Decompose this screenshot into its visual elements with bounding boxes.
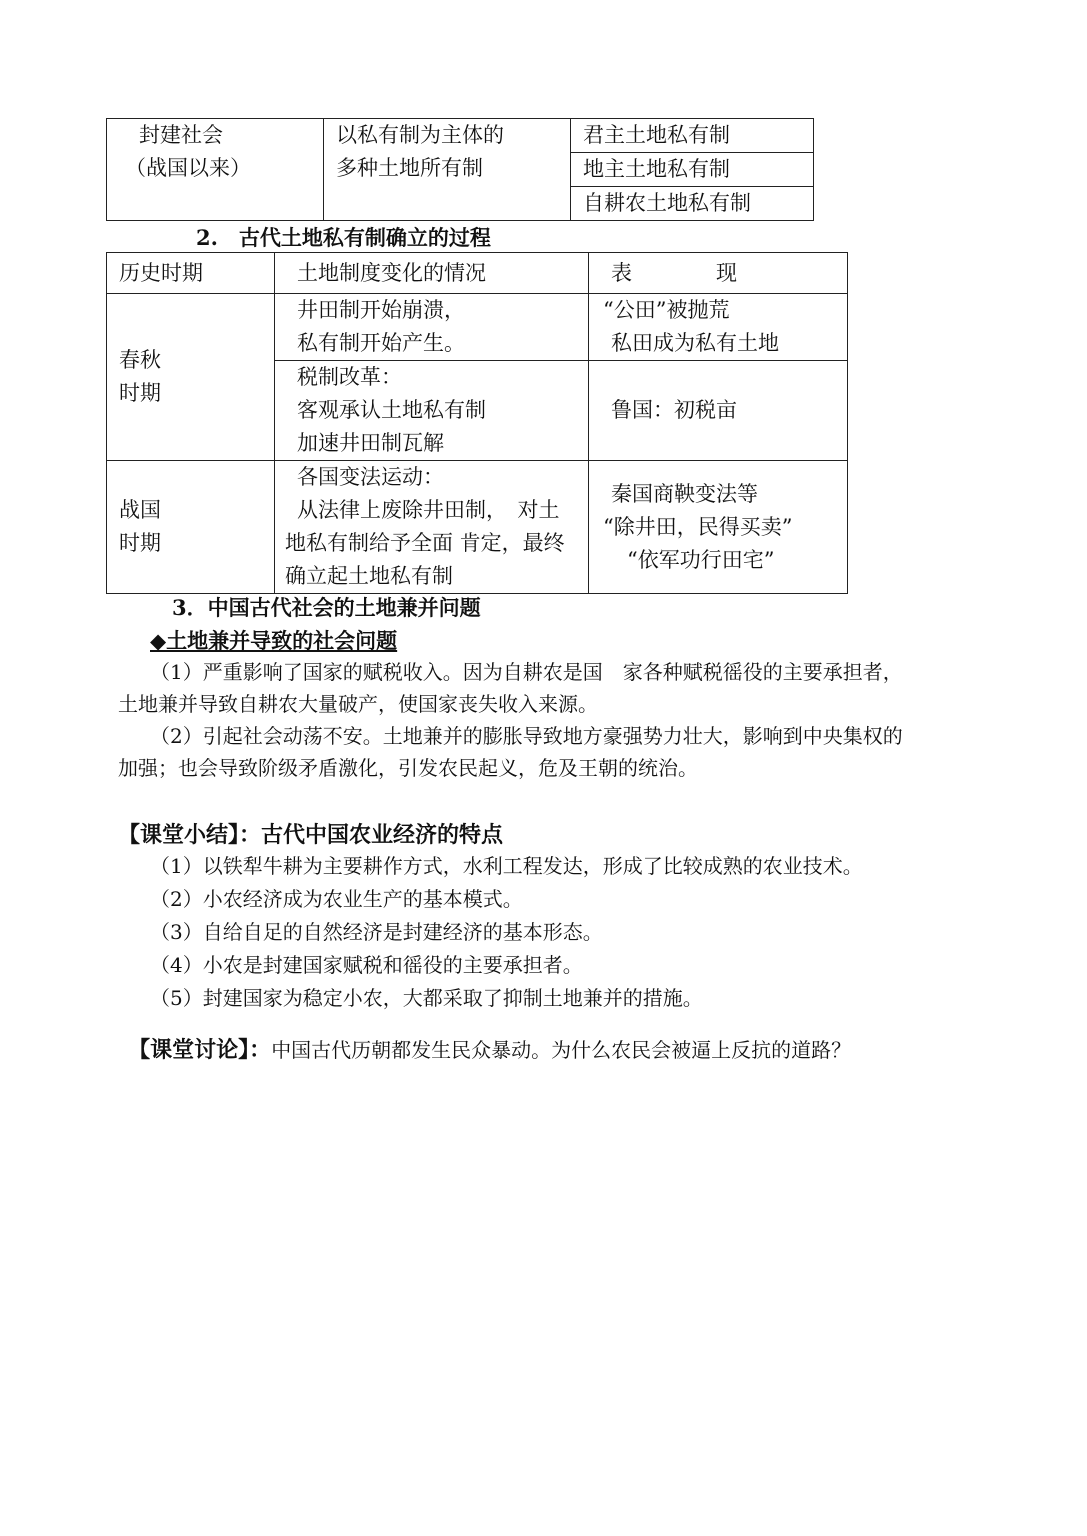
- summary-item-1: （1）以铁犁牛耕为主要耕作方式，水利工程发达，形成了比较成熟的农业技术。: [150, 854, 863, 878]
- summary-title: 【课堂小结】：古代中国农业经济的特点: [118, 822, 504, 848]
- ownership-table: [106, 118, 814, 221]
- system-line-2: 多种土地所有制: [336, 156, 483, 180]
- era-line-2: （战国以来）: [125, 156, 251, 180]
- spring-change-2-line-1: 税制改革：: [297, 365, 402, 389]
- type-cell-2: [571, 153, 814, 187]
- process-table: [106, 252, 848, 594]
- type-cell-3: [571, 187, 814, 221]
- type-cell-1: [571, 119, 814, 153]
- warring-change-line-4: 确立起土地私有制: [285, 564, 453, 588]
- spring-period-cell: [107, 294, 275, 461]
- header-period: [107, 253, 275, 294]
- warring-show: [589, 461, 848, 594]
- era-cell: [107, 119, 324, 221]
- warring-show-line-2: “除井田，民得买卖”: [603, 514, 793, 539]
- header-change: [275, 253, 589, 294]
- discussion: [118, 1014, 851, 1066]
- discussion-label: 【课堂讨论】：: [128, 1037, 272, 1063]
- spring-show-1-line-2: 私田成为私有土地: [611, 331, 779, 355]
- summary-item-3: （3）自给自足的自然经济是封建经济的基本形态。: [150, 920, 603, 944]
- subheading: ◆土地兼并导致的社会问题: [150, 628, 398, 653]
- warring-change-line-2: 从法律上废除井田制， 对土: [297, 498, 560, 522]
- section-3-title: 3．中国古代社会的土地兼并问题: [172, 595, 481, 620]
- para-1-line-2: 土地兼并导致自耕农大量破产，使国家丧失收入来源。: [118, 692, 598, 716]
- header-period-label: 历史时期: [119, 260, 203, 285]
- warring-change-line-3: 地私有制给予全面 肯定，最终: [285, 531, 565, 555]
- system-line-1: 以私有制为主体的: [336, 123, 504, 147]
- warring-change-line-1: 各国变法运动：: [297, 465, 444, 489]
- spring-change-1: [275, 294, 589, 361]
- para-1-line-1: （1）严重影响了国家的赋税收入。因为自耕农是国 家各种赋税徭役的主要承担者，: [150, 660, 903, 684]
- spring-show-2: [589, 361, 848, 461]
- para-2-line-1: （2）引起社会动荡不安。土地兼并的膨胀导致地方豪强势力壮大，影响到中央集权的: [150, 724, 903, 748]
- section-2-title: 2. 古代土地私有制确立的过程: [196, 225, 491, 250]
- type-label-1: 君主土地私有制: [583, 123, 730, 147]
- type-label-3: 自耕农土地私有制: [583, 191, 751, 215]
- spring-show-1: [589, 294, 848, 361]
- spring-show-2-line: 鲁国：初税亩: [611, 398, 737, 422]
- para-2-line-2: 加强；也会导致阶级矛盾激化，引发农民起义，危及王朝的统治。: [118, 756, 698, 780]
- warring-period-2: 时期: [119, 531, 161, 555]
- era-line-1: 封建社会: [139, 123, 223, 147]
- spring-show-1-line-1: “公田”被抛荒: [603, 298, 730, 322]
- warring-period-cell: [107, 461, 275, 594]
- warring-show-line-3: “依军功行田宅”: [627, 547, 775, 572]
- spring-change-2: [275, 361, 589, 461]
- type-label-2: 地主土地私有制: [583, 157, 730, 181]
- header-show-label: 表 现: [611, 260, 737, 285]
- warring-show-line-1: 秦国商鞅变法等: [611, 481, 758, 506]
- warring-change: [275, 461, 589, 594]
- discussion-text: 中国古代历朝都发生民众暴动。为什么农民会被逼上反抗的道路？: [271, 1038, 852, 1062]
- spring-change-2-line-3: 加速井田制瓦解: [297, 431, 444, 455]
- header-show: [589, 253, 848, 294]
- spring-change-1-line-2: 私有制开始产生。: [297, 331, 465, 355]
- summary-item-2: （2）小农经济成为农业生产的基本模式。: [150, 887, 523, 911]
- spring-change-2-line-2: 客观承认土地私有制: [297, 398, 486, 422]
- system-cell: [324, 119, 571, 221]
- spring-period-1: 春秋: [119, 348, 161, 372]
- summary-item-4: （4）小农是封建国家赋税和徭役的主要承担者。: [150, 953, 583, 977]
- header-change-label: 土地制度变化的情况: [297, 260, 486, 285]
- summary-item-5: （5）封建国家为稳定小农，大都采取了抑制土地兼并的措施。: [150, 986, 703, 1010]
- spring-period-2: 时期: [119, 381, 161, 405]
- warring-period-1: 战国: [119, 498, 161, 522]
- spring-change-1-line-1: 井田制开始崩溃，: [297, 298, 465, 322]
